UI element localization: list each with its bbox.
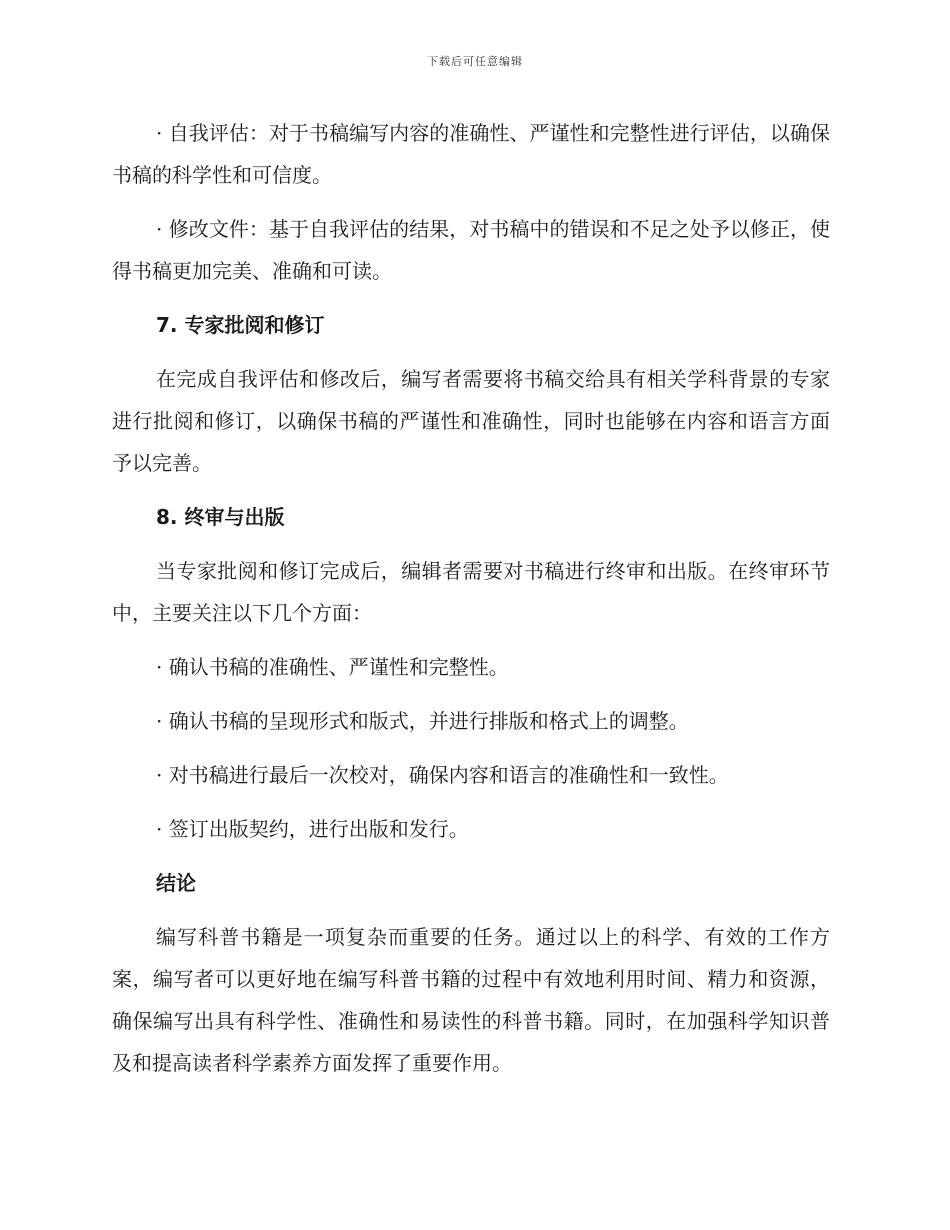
bullet-confirm-format: · 确认书稿的呈现形式和版式，并进行排版和格式上的调整。 bbox=[156, 709, 689, 733]
section-heading-7: 7. 专家批阅和修订 bbox=[156, 313, 325, 337]
section-heading-8: 8. 终审与出版 bbox=[156, 505, 285, 529]
bullet-self-assessment: · 自我评估：对于书稿编写内容的准确性、严谨性和完整性进行评估，以确保书稿的科学性和可信度。 bbox=[112, 121, 830, 187]
bullet-sign-contract: · 签订出版契约，进行出版和发行。 bbox=[156, 817, 469, 841]
bullet-final-proofread: · 对书稿进行最后一次校对，确保内容和语言的准确性和一致性。 bbox=[156, 763, 729, 787]
bullet-confirm-accuracy: · 确认书稿的准确性、严谨性和完整性。 bbox=[156, 655, 509, 679]
bullet-revise-file: · 修改文件：基于自我评估的结果，对书稿中的错误和不足之处予以修正，使得书稿更加完美、准确和可读。 bbox=[112, 217, 830, 283]
document-body bbox=[112, 112, 830, 1084]
section-heading-conclusion: 结论 bbox=[156, 871, 196, 895]
page-header: 下载后可任意编辑 bbox=[427, 55, 523, 68]
paragraph-expert-review: 在完成自我评估和修改后，编写者需要将书稿交给具有相关学科背景的专家进行批阅和修订，以确保书稿的严谨性和准确性，同时也能够在内容和语言方面予以完善。 bbox=[112, 367, 830, 475]
paragraph-conclusion: 编写科普书籍是一项复杂而重要的任务。通过以上的科学、有效的工作方案，编写者可以更好地在编写科普书籍的过程中有效地利用时间、精力和资源，确保编写出具有科学性、准确性和易读性的科普书籍。同时，在加强科学知识普及和提高读者科学素养方面发挥了重要作用。 bbox=[112, 925, 830, 1075]
paragraph-final-review: 当专家批阅和修订完成后，编辑者需要对书稿进行终审和出版。在终审环节中，主要关注以下几个方面： bbox=[112, 559, 830, 625]
